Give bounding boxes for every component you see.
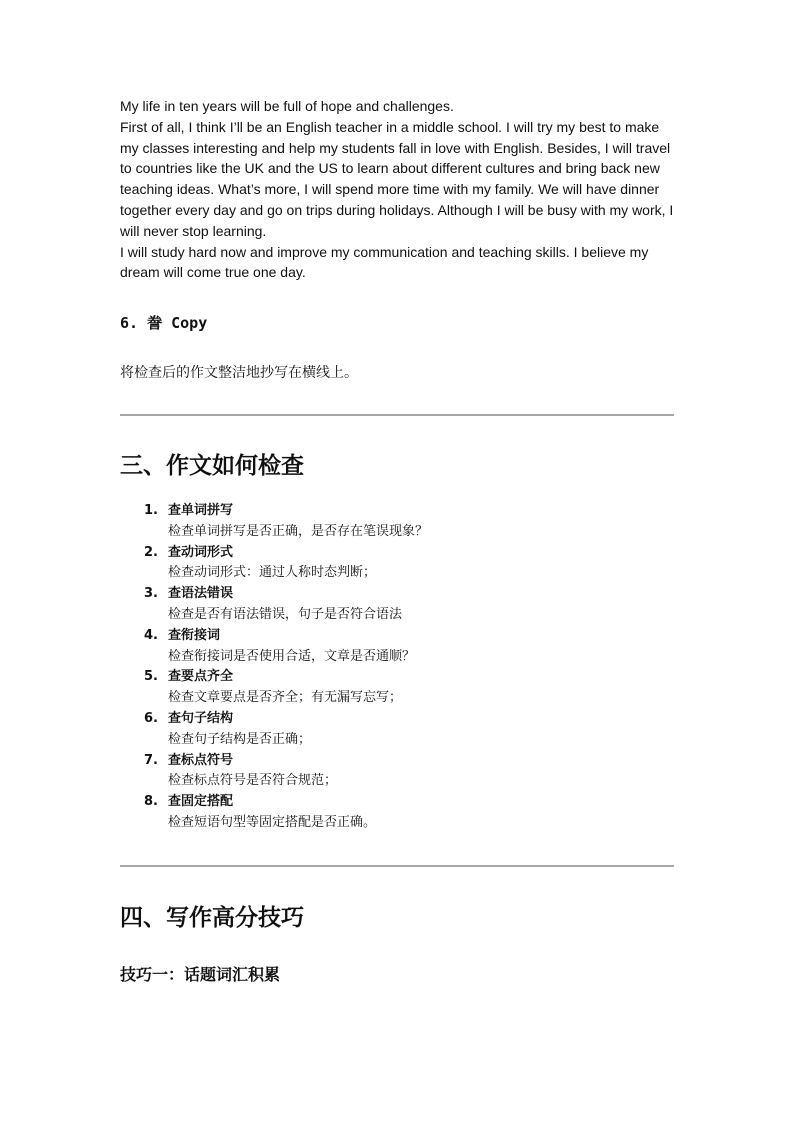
- item-number: 1.: [144, 503, 158, 518]
- copy-step-heading: 6. 誊 Copy: [120, 314, 208, 332]
- item-description: 检查标点符号是否符合规范；: [168, 773, 338, 789]
- item-number: 8.: [144, 794, 158, 810]
- horizontal-divider: [120, 414, 674, 416]
- item-title: 查标点符号: [168, 752, 234, 768]
- item-title: 查单词拼写: [168, 503, 234, 518]
- sample-essay: [120, 96, 680, 283]
- essay-paragraph: I will study hard now and improve my communication and teaching skills. I believe my dream will come true one day.: [120, 243, 649, 281]
- item-number: 3.: [144, 586, 158, 602]
- list-item: [140, 584, 660, 626]
- section-title-tips: 四、写作高分技巧: [120, 904, 304, 931]
- list-item: [140, 501, 660, 543]
- item-title: 查句子结构: [168, 710, 234, 726]
- horizontal-divider: [120, 865, 674, 867]
- list-item: [140, 667, 660, 709]
- item-title: 查衔接词: [168, 627, 221, 643]
- essay-paragraph: My life in ten years will be full of hope and challenges.: [120, 98, 454, 114]
- item-number: 5.: [144, 669, 158, 685]
- item-description: 检查衔接词是否使用合适，文章是否通顺？: [168, 648, 416, 664]
- list-item: [140, 543, 660, 585]
- item-number: 7.: [144, 752, 158, 768]
- essay-paragraph: First of all, I think I’ll be an English teacher in a middle school. I will try my best to make my classes interesting and help my students fall in love with English. Besides, I will travel to countries like the UK and the US to learn about different cultures and bring back new teaching ideas. What’s more, I will spend more time with my family. We will have dinner together every day and go on trips during holidays. Although I will be busy with my work, I will never stop learning.: [120, 118, 674, 239]
- section-title-check: 三、作文如何检查: [120, 452, 304, 479]
- list-item: [140, 751, 660, 793]
- list-item: [140, 626, 660, 668]
- item-number: 2.: [144, 544, 158, 560]
- item-description: 检查是否有语法错误，句子是否符合语法: [168, 606, 403, 622]
- item-number: 6.: [144, 710, 158, 726]
- item-description: 检查句子结构是否正确；: [168, 731, 312, 747]
- item-title: 查固定搭配: [168, 794, 234, 810]
- item-title: 查动词形式: [168, 544, 234, 560]
- list-item: [140, 709, 660, 751]
- tip-subheading: 技巧一：话题词汇积累: [120, 965, 281, 984]
- item-title: 查语法错误: [168, 586, 234, 602]
- item-description: 检查单词拼写是否正确，是否存在笔误现象？: [168, 523, 429, 539]
- list-item: [140, 792, 660, 834]
- item-description: 检查短语句型等固定搭配是否正确。: [168, 814, 377, 830]
- item-description: 检查动词形式：通过人称时态判断；: [168, 565, 377, 581]
- item-title: 查要点齐全: [168, 669, 234, 685]
- item-description: 检查文章要点是否齐全；有无漏写忘写；: [168, 690, 403, 706]
- item-number: 4.: [144, 627, 158, 643]
- copy-step-description: 将检查后的作文整洁地抄写在横线上。: [120, 365, 358, 381]
- check-list: [140, 501, 660, 834]
